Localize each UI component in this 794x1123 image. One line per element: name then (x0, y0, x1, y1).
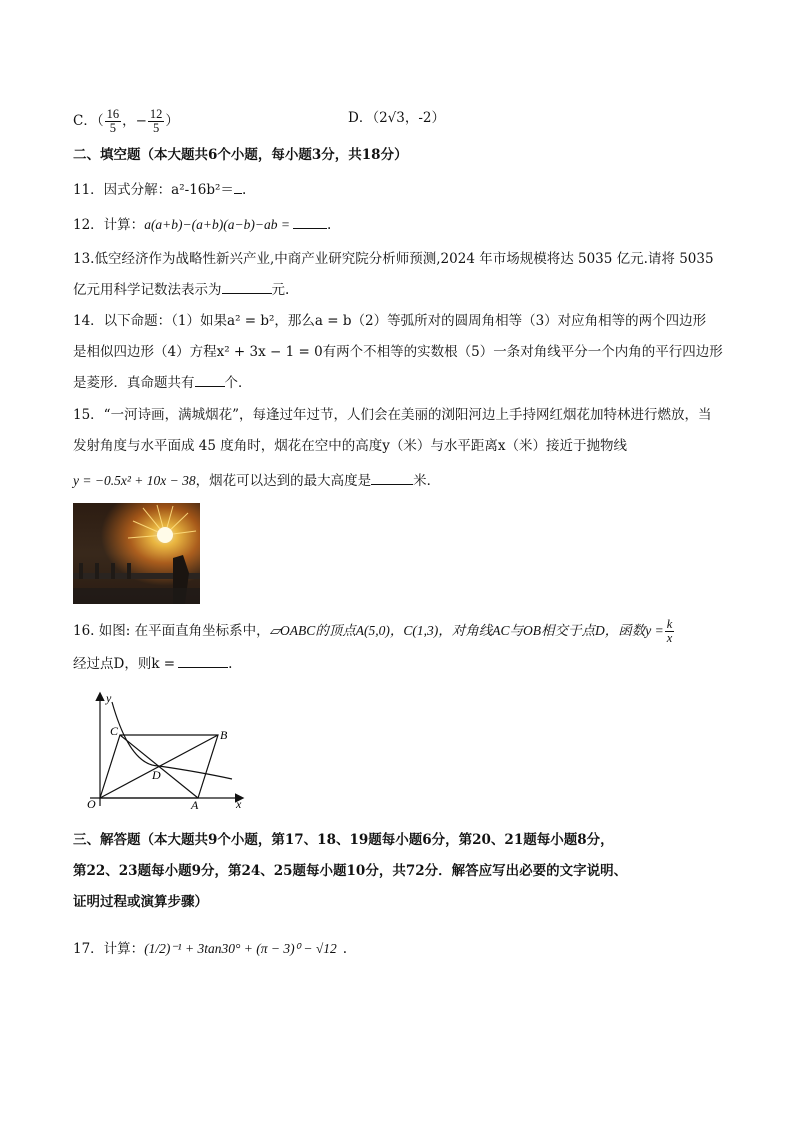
option-c: C．（ $\frac{16}{5}$ ，− $\frac{12}{5}$ ） (73, 107, 179, 135)
section3-line3: 证明过程或演算步骤） (73, 894, 208, 910)
answer-blank (178, 654, 228, 668)
answer-blank (195, 373, 225, 387)
y-axis-label: y (106, 691, 112, 705)
point-d-label: D (152, 768, 161, 782)
point-a-label: A (191, 798, 199, 812)
option-d: D．（2√3，-2） (348, 110, 446, 126)
q17-expression: (1/2)⁻¹ + 3tan30° + (π − 3)⁰ − √12 (144, 941, 337, 956)
parallelogram-symbol: ▱OABC (269, 623, 316, 638)
hyperbola-curve (112, 702, 232, 779)
point-o-label: O (87, 797, 96, 811)
question-12: 12．计算：a(a+b)−(a+b)(a−b)−ab = . (73, 217, 332, 233)
fraction-16-5: $\frac{16}{5}$ (106, 107, 120, 135)
option-c-label: C．（ (73, 113, 104, 129)
section3-line1: 三、解答题（本大题共9个小题，第17、18、19题每小题6分，第20、21题每小题8分， (73, 832, 614, 848)
answer-blank (293, 215, 327, 229)
fraction-12-5: $\frac{12}{5}$ (149, 107, 163, 135)
answer-blank (371, 471, 413, 485)
fireworks-image (73, 503, 200, 604)
question-13-line1: 13.低空经济作为战略性新兴产业,中商产业研究院分析师预测,2024 年市场规模将达 5035 亿元.请将 5035 (73, 251, 714, 267)
question-14-line2: 是相似四边形（4）方程x² + 3x − 1 = 0有两个不相等的实数根（5）一条对角线平分一个内角的平行四边形 (73, 344, 723, 360)
section3-line2: 第22、23题每小题9分，第24、25题每小题10分，共72分．解答应写出必要的文字说明、 (73, 863, 628, 879)
x-axis-label: x (236, 797, 242, 811)
question-17: 17．计算：(1/2)⁻¹ + 3tan30° + (π − 3)⁰ − √12 . (73, 941, 348, 957)
question-15-line2: 发射角度与水平面成 45 度角时，烟花在空中的高度y（米）与水平距离x（米）接近于抛物线 (73, 438, 627, 454)
question-11: 11．因式分解：a²-16b²＝ . (73, 182, 247, 198)
question-16-line2: 经过点D，则k = . (73, 656, 233, 672)
fraction-k-x: $\frac{k}{x}$ (666, 617, 673, 645)
question-13-line2: 亿元用科学记数法表示为 元. (73, 282, 290, 298)
point-b-label: B (220, 728, 228, 742)
question-14-line1: 14．以下命题：（1）如果a² = b²，那么a = b（2）等弧所对的圆周角相等（3）对应角相等的两个四边形 (73, 313, 707, 329)
answer-blank (222, 280, 272, 294)
question-14-line3: 是菱形．真命题共有 个． (73, 375, 252, 391)
question-15-line1: 15．“一河诗画，满城烟花”，每逢过年过节，人们会在美丽的浏阳河边上手持网红烟花加特林进行燃放，当 (73, 407, 712, 423)
fireworks-photo (73, 503, 200, 604)
answer-blank (234, 180, 242, 194)
point-c-label: C (110, 724, 119, 738)
section2-title: 二、填空题（本大题共6个小题，每小题3分，共18分） (73, 147, 408, 163)
parallelogram-diagram (70, 688, 250, 813)
question-16-line1: 16. 如图: 在平面直角坐标系中，▱OABC的顶点A(5,0)，C(1,3)，对角线AC与OB相交于点D，函数y = $\frac{k}{x}$ (73, 617, 673, 645)
question-15-line3: y = −0.5x² + 10x − 38，烟花可以达到的最大高度是 米． (73, 473, 441, 489)
